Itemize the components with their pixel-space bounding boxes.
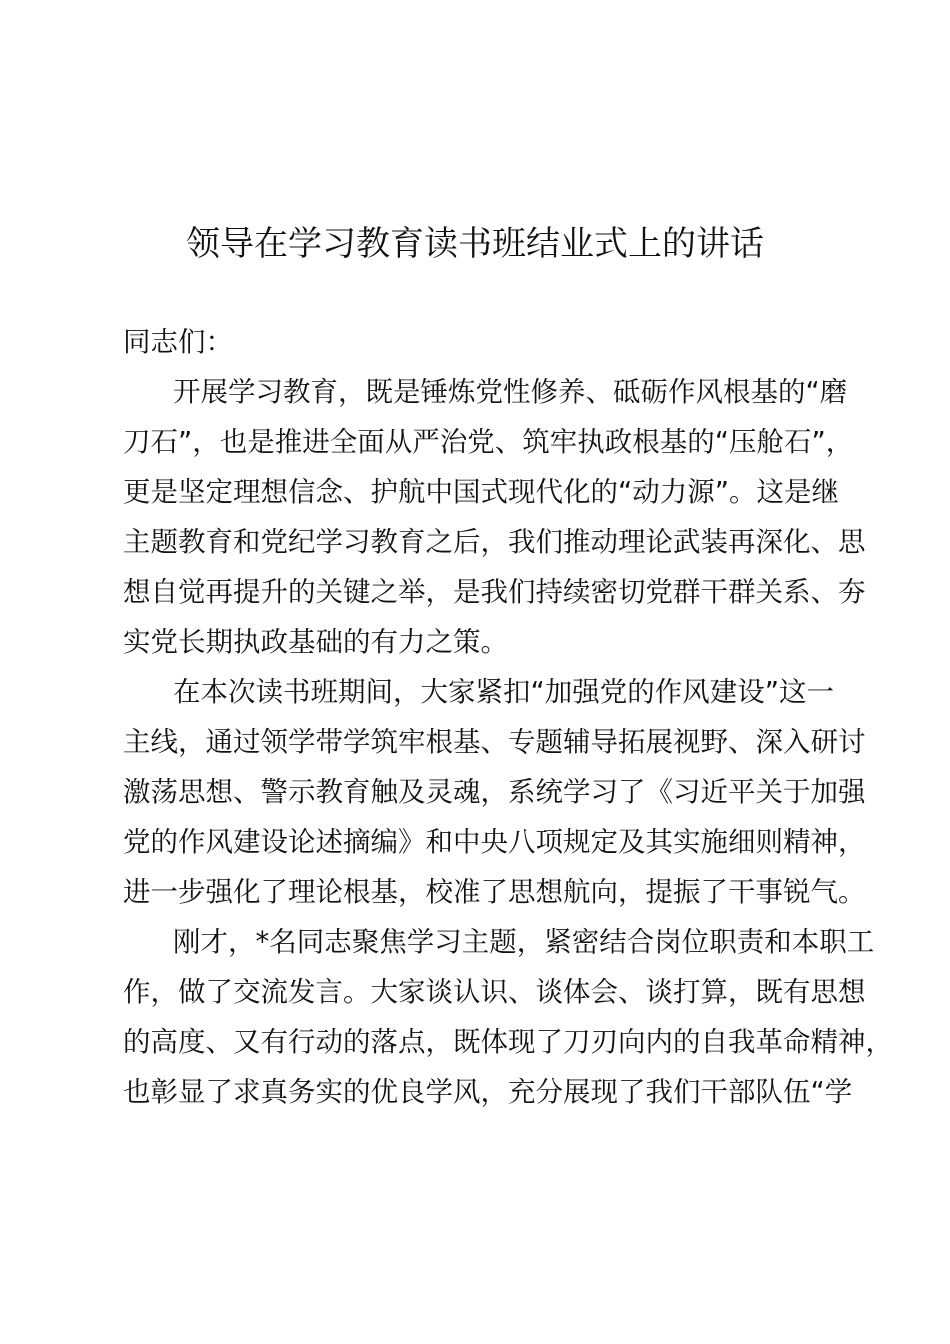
paragraph-2-line-5: 进一步强化了理论根基，校准了思想航向，提振了干事锐气。 (123, 876, 866, 908)
paragraph-1-line-1: 开展学习教育，既是锤炼党性修养、砥砺作风根基的“磨 (173, 376, 848, 408)
paragraph-3-line-4: 也彰显了求真务实的优良学风，充分展现了我们干部队伍“学 (123, 1076, 853, 1108)
paragraph-1-line-4: 主题教育和党纪学习教育之后，我们推动理论武装再深化、思 (123, 526, 866, 558)
paragraph-1-line-6: 实党长期执政基础的有力之策。 (123, 626, 508, 658)
paragraph-2-line-1: 在本次读书班期间，大家紧扣“加强党的作风建设”这一 (173, 676, 834, 708)
paragraph-3-line-1: 刚才，*名同志聚焦学习主题，紧密结合岗位职责和本职工 (173, 926, 875, 958)
paragraph-2-line-2: 主线，通过领学带学筑牢根基、专题辅导拓展视野、深入研讨 (123, 726, 866, 758)
paragraph-2-line-3: 激荡思想、警示教育触及灵魂，系统学习了《习近平关于加强 (123, 776, 866, 808)
paragraph-3-line-3: 的高度、又有行动的落点，既体现了刀刃向内的自我革命精神， (123, 1026, 893, 1058)
paragraph-2-line-4: 党的作风建设论述摘编》和中央八项规定及其实施细则精神， (123, 826, 866, 858)
paragraph-1-line-2: 刀石”，也是推进全面从严治党、筑牢执政根基的“压舱石”， (123, 426, 854, 458)
document-title: 领导在学习教育读书班结业式上的讲话 (186, 224, 764, 264)
paragraph-1-line-5: 想自觉再提升的关键之举，是我们持续密切党群干群关系、夯 (123, 576, 866, 608)
paragraph-1-line-3: 更是坚定理想信念、护航中国式现代化的“动力源”。这是继 (123, 476, 839, 508)
salutation: 同志们： (123, 326, 233, 358)
paragraph-3-line-2: 作，做了交流发言。大家谈认识、谈体会、谈打算，既有思想 (123, 976, 866, 1008)
